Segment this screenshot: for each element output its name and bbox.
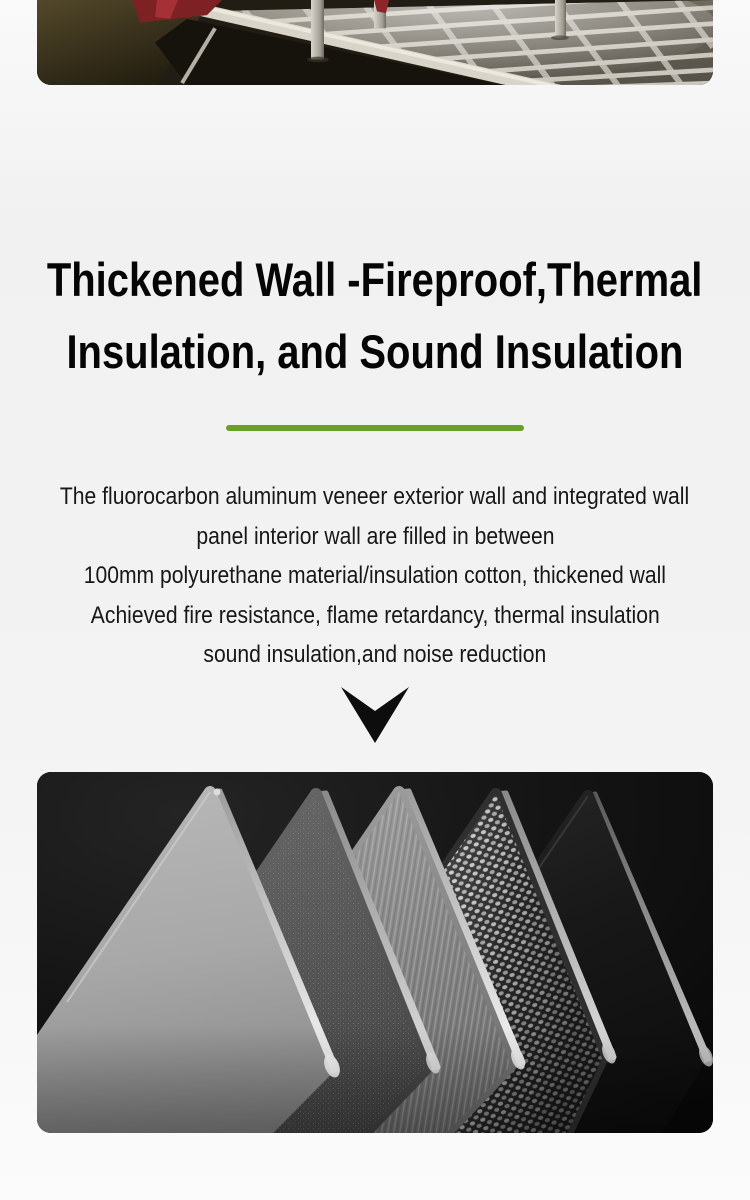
steel-frame-illustration — [37, 0, 713, 85]
panel-layers-illustration — [37, 772, 713, 1133]
layered-wall-panels-photo — [37, 772, 713, 1133]
paragraph-line: The fluorocarbon aluminum veneer exterior wall and integrated wall — [60, 483, 690, 510]
steel-frame-structure-photo — [37, 0, 713, 85]
paragraph-line: panel interior wall are filled in between — [195, 522, 555, 550]
section-title — [0, 244, 750, 388]
title-line-2: Insulation, and Sound Insulation — [66, 325, 684, 378]
description-paragraph — [0, 477, 750, 675]
down-arrow-icon — [341, 687, 409, 743]
title-line-1: Thickened Wall -Fireproof,Thermal — [47, 253, 703, 306]
paragraph-line: 100mm polyurethane material/insulation cotton, thickened wall — [83, 562, 667, 590]
paragraph-line: sound insulation,and noise reduction — [203, 641, 547, 669]
green-divider — [226, 425, 524, 431]
paragraph-line: Achieved fire resistance, flame retardancy, thermal insulation — [90, 601, 660, 629]
